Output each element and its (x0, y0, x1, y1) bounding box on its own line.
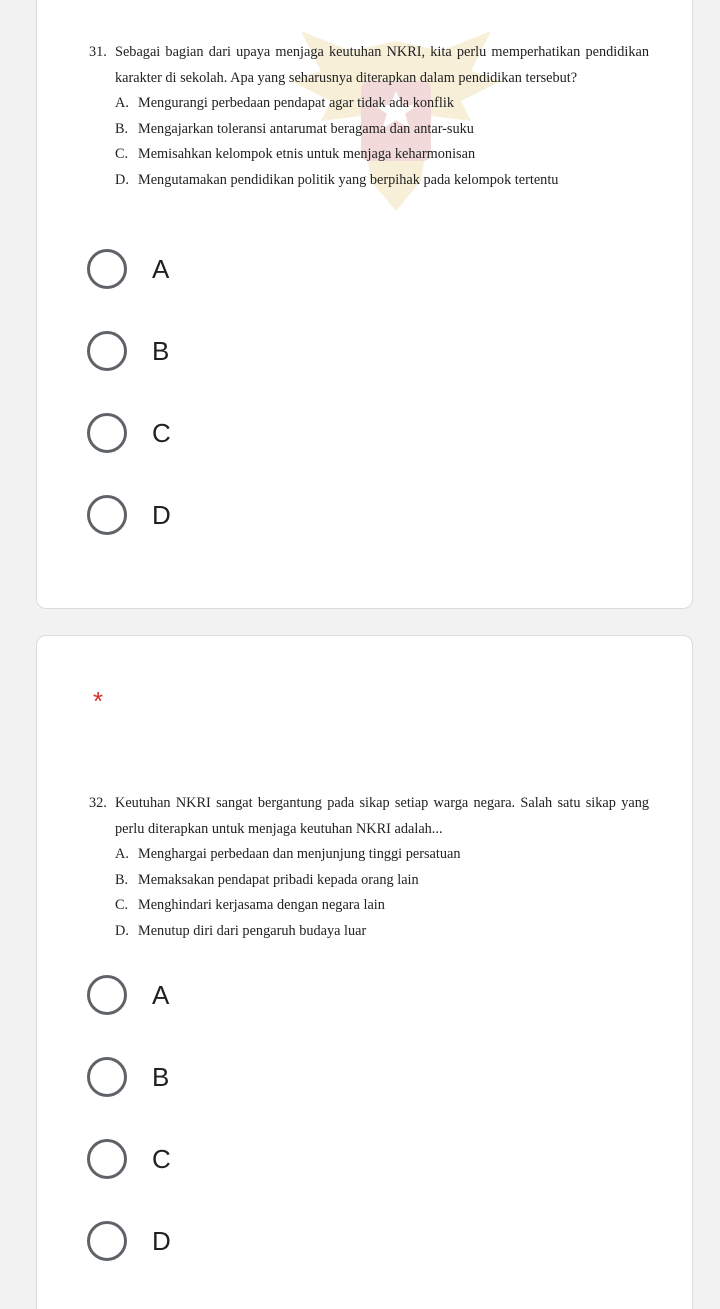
radio-button[interactable] (87, 975, 127, 1015)
option-c[interactable] (87, 1118, 171, 1200)
choice-item: D. Menutup diri dari pengaruh budaya luar (115, 922, 367, 939)
choice-item: B. Memaksakan pendapat pribadi kepada orang lain (115, 871, 419, 888)
choice-item: C. Menghindari kerjasama dengan negara lain (115, 897, 385, 914)
option-a[interactable] (87, 954, 171, 1036)
choice-item: D. Mengutamakan pendidikan politik yang berpihak pada kelompok tertentu (115, 171, 559, 188)
radio-button[interactable] (87, 1221, 127, 1261)
choice-item: A. Mengurangi perbedaan pendapat agar tidak ada konflik (115, 95, 454, 111)
question-card-32 (36, 635, 693, 1309)
question-stem: 32. Keutuhan NKRI sangat bergantung pada sikap setiap warga negara. Salah satu sikap yang perlu diterapkan untuk menjaga keutuhan NKRI adalah... (89, 795, 649, 837)
option-d[interactable] (87, 1200, 171, 1282)
question-stem: 31. Sebagai bagian dari upaya menjaga keutuhan NKRI, kita perlu memperhatikan pendidikan karakter di sekolah. Apa yang seharusnya diterapkan dalam pendidikan tersebut? (89, 44, 649, 86)
option-d[interactable] (87, 474, 171, 556)
option-label: D (152, 499, 171, 530)
option-b[interactable] (87, 1036, 171, 1118)
question-image-31 (89, 39, 649, 193)
radio-button[interactable] (87, 413, 127, 453)
radio-button[interactable] (87, 331, 127, 371)
option-label: A (152, 253, 170, 284)
option-label: D (152, 1225, 171, 1256)
option-label: C (152, 1143, 171, 1174)
radio-group-32 (87, 954, 171, 1282)
choice-list (89, 842, 649, 944)
option-label: B (152, 1061, 170, 1092)
radio-group-31 (87, 228, 171, 556)
question-image-32 (89, 790, 649, 944)
question-card-31 (36, 0, 693, 609)
choice-item: B. Mengajarkan toleransi antarumat beragama dan antar-suku (115, 120, 474, 137)
option-c[interactable] (87, 392, 171, 474)
choice-item: A. Menghargai perbedaan dan menjunjung tinggi persatuan (115, 846, 461, 862)
required-asterisk: * (93, 686, 104, 716)
choice-list (89, 91, 649, 193)
radio-button[interactable] (87, 1139, 127, 1179)
radio-button[interactable] (87, 249, 127, 289)
choice-item: C. Memisahkan kelompok etnis untuk menjaga keharmonisan (115, 146, 476, 163)
option-label: A (152, 979, 170, 1010)
radio-button[interactable] (87, 495, 127, 535)
option-a[interactable] (87, 228, 171, 310)
option-b[interactable] (87, 310, 171, 392)
radio-button[interactable] (87, 1057, 127, 1097)
option-label: B (152, 335, 170, 366)
option-label: C (152, 417, 171, 448)
